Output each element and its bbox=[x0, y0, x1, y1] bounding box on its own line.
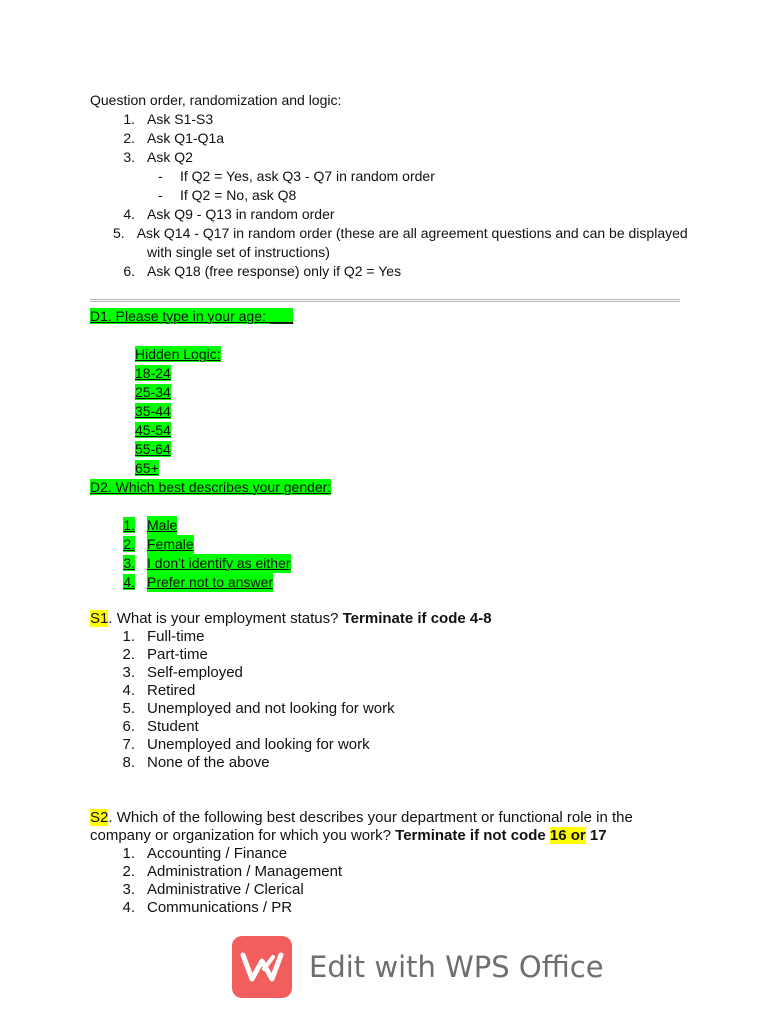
list-text: Part-time bbox=[147, 646, 208, 663]
age-range: 45-54 bbox=[135, 422, 171, 438]
list-item bbox=[113, 628, 680, 646]
age-range: 35-44 bbox=[135, 403, 171, 419]
s2-options bbox=[90, 845, 680, 917]
list-text: Administrative / Clerical bbox=[147, 881, 304, 898]
logic-sub-list bbox=[90, 167, 680, 205]
list-item bbox=[113, 682, 680, 700]
list-text: Communications / PR bbox=[147, 899, 293, 916]
list-item bbox=[90, 186, 680, 205]
s1-question-text: . What is your employment status? bbox=[108, 610, 343, 627]
s1-code: S1 bbox=[90, 610, 109, 627]
list-number: 1. bbox=[123, 517, 135, 533]
s2-instruction-highlight: 16 or bbox=[549, 827, 586, 844]
logic-list bbox=[90, 110, 680, 167]
list-number: 1. bbox=[123, 111, 135, 127]
list-number: 3. bbox=[122, 881, 135, 898]
age-range: 18-24 bbox=[135, 365, 171, 381]
wps-logo-icon[interactable] bbox=[232, 936, 292, 998]
list-text: Full-time bbox=[147, 628, 205, 645]
list-text: Ask Q1-Q1a bbox=[147, 130, 225, 146]
list-text: Student bbox=[147, 718, 199, 735]
d1-question bbox=[90, 307, 680, 326]
list-item bbox=[113, 736, 680, 754]
s2-question-text-2: company or organization for which you work? bbox=[90, 827, 396, 844]
list-number: 8. bbox=[122, 754, 135, 771]
list-number: 7. bbox=[122, 736, 135, 753]
s1-question bbox=[90, 610, 680, 628]
blank-line bbox=[90, 326, 680, 345]
wps-edit-banner[interactable] bbox=[232, 936, 604, 998]
list-item bbox=[113, 110, 680, 129]
list-text: Unemployed and not looking for work bbox=[147, 700, 395, 717]
list-text: Self-employed bbox=[147, 664, 243, 681]
list-item bbox=[113, 573, 680, 592]
s1-instruction: Terminate if code 4-8 bbox=[342, 610, 492, 627]
list-text: Accounting / Finance bbox=[147, 845, 288, 862]
s2-code: S2 bbox=[90, 809, 109, 826]
d2-options bbox=[90, 516, 680, 592]
list-item bbox=[113, 262, 680, 281]
list-text: Ask Q18 (free response) only if Q2 = Yes bbox=[147, 263, 402, 279]
list-item bbox=[113, 148, 680, 167]
hidden-logic-label: Hidden Logic: bbox=[135, 346, 221, 362]
list-number: 2. bbox=[123, 536, 135, 552]
list-number: 4. bbox=[123, 574, 135, 590]
list-number: 1. bbox=[122, 845, 135, 862]
list-number: 2. bbox=[122, 646, 135, 663]
list-item bbox=[113, 700, 680, 718]
list-number: 6. bbox=[123, 263, 135, 279]
list-number: 1. bbox=[122, 628, 135, 645]
d1-question-text: D1. Please type in your age: ___ bbox=[90, 308, 294, 324]
age-range: 65+ bbox=[135, 460, 159, 476]
s2-instruction: Terminate if not code bbox=[395, 827, 550, 844]
list-item bbox=[90, 167, 680, 186]
list-item bbox=[113, 554, 680, 573]
list-item bbox=[113, 863, 680, 881]
dash-bullet: - bbox=[158, 187, 163, 203]
list-item bbox=[113, 205, 680, 224]
list-number: 6. bbox=[122, 718, 135, 735]
dash-bullet: - bbox=[158, 168, 163, 184]
list-item-continuation bbox=[113, 243, 680, 262]
blank-line bbox=[90, 497, 680, 516]
list-number: 3. bbox=[123, 555, 135, 571]
logic-list-continued bbox=[90, 205, 688, 281]
list-number: 4. bbox=[122, 682, 135, 699]
list-item bbox=[113, 664, 680, 682]
age-range: 25-34 bbox=[135, 384, 171, 400]
list-number: 3. bbox=[122, 664, 135, 681]
d1-hidden-logic bbox=[90, 345, 680, 478]
s2-question bbox=[90, 809, 680, 845]
list-number: 3. bbox=[123, 149, 135, 165]
list-item bbox=[113, 129, 680, 148]
list-number: 4. bbox=[123, 206, 135, 222]
list-item bbox=[113, 646, 680, 664]
list-item bbox=[113, 516, 680, 535]
list-text: Ask Q9 - Q13 in random order bbox=[147, 206, 335, 222]
list-text: None of the above bbox=[147, 754, 270, 771]
list-text: Male bbox=[147, 517, 178, 533]
logic-heading: Question order, randomization and logic: bbox=[90, 92, 342, 108]
s2-instruction-end: 17 bbox=[585, 827, 607, 844]
list-item bbox=[113, 899, 680, 917]
s2-question-text: . Which of the following best describes your department or functional role in the bbox=[108, 809, 633, 826]
list-text: Ask Q2 bbox=[147, 149, 193, 165]
list-item bbox=[113, 718, 680, 736]
list-text: If Q2 = Yes, ask Q3 - Q7 in random order bbox=[180, 168, 435, 184]
d2-question-text: D2. Which best describes your gender: bbox=[90, 479, 332, 495]
list-item bbox=[113, 881, 680, 899]
list-text: If Q2 = No, ask Q8 bbox=[180, 187, 297, 203]
list-number: 4. bbox=[122, 899, 135, 916]
horizontal-rule bbox=[90, 299, 680, 302]
list-number: 5. bbox=[113, 225, 125, 241]
list-item bbox=[113, 535, 680, 554]
list-text: Ask S1-S3 bbox=[147, 111, 214, 127]
list-text: I don't identify as either bbox=[147, 555, 291, 571]
list-text: Prefer not to answer bbox=[147, 574, 274, 590]
s1-options bbox=[90, 628, 680, 772]
list-text: Retired bbox=[147, 682, 196, 699]
age-range: 55-64 bbox=[135, 441, 171, 457]
list-text: with single set of instructions) bbox=[147, 244, 330, 260]
list-item bbox=[113, 754, 680, 772]
list-text: Female bbox=[147, 536, 194, 552]
list-number: 5. bbox=[122, 700, 135, 717]
document-body bbox=[90, 91, 688, 917]
list-text: Administration / Management bbox=[147, 863, 343, 880]
list-text: Ask Q14 - Q17 in random order (these are all agreement questions and can be displayed bbox=[136, 225, 688, 241]
list-number: 2. bbox=[122, 863, 135, 880]
list-text: Unemployed and looking for work bbox=[147, 736, 370, 753]
list-number: 2. bbox=[123, 130, 135, 146]
wps-edit-link[interactable]: Edit with WPS Office bbox=[309, 950, 604, 984]
d2-question bbox=[90, 478, 680, 497]
list-item bbox=[113, 845, 680, 863]
list-item bbox=[113, 224, 688, 243]
